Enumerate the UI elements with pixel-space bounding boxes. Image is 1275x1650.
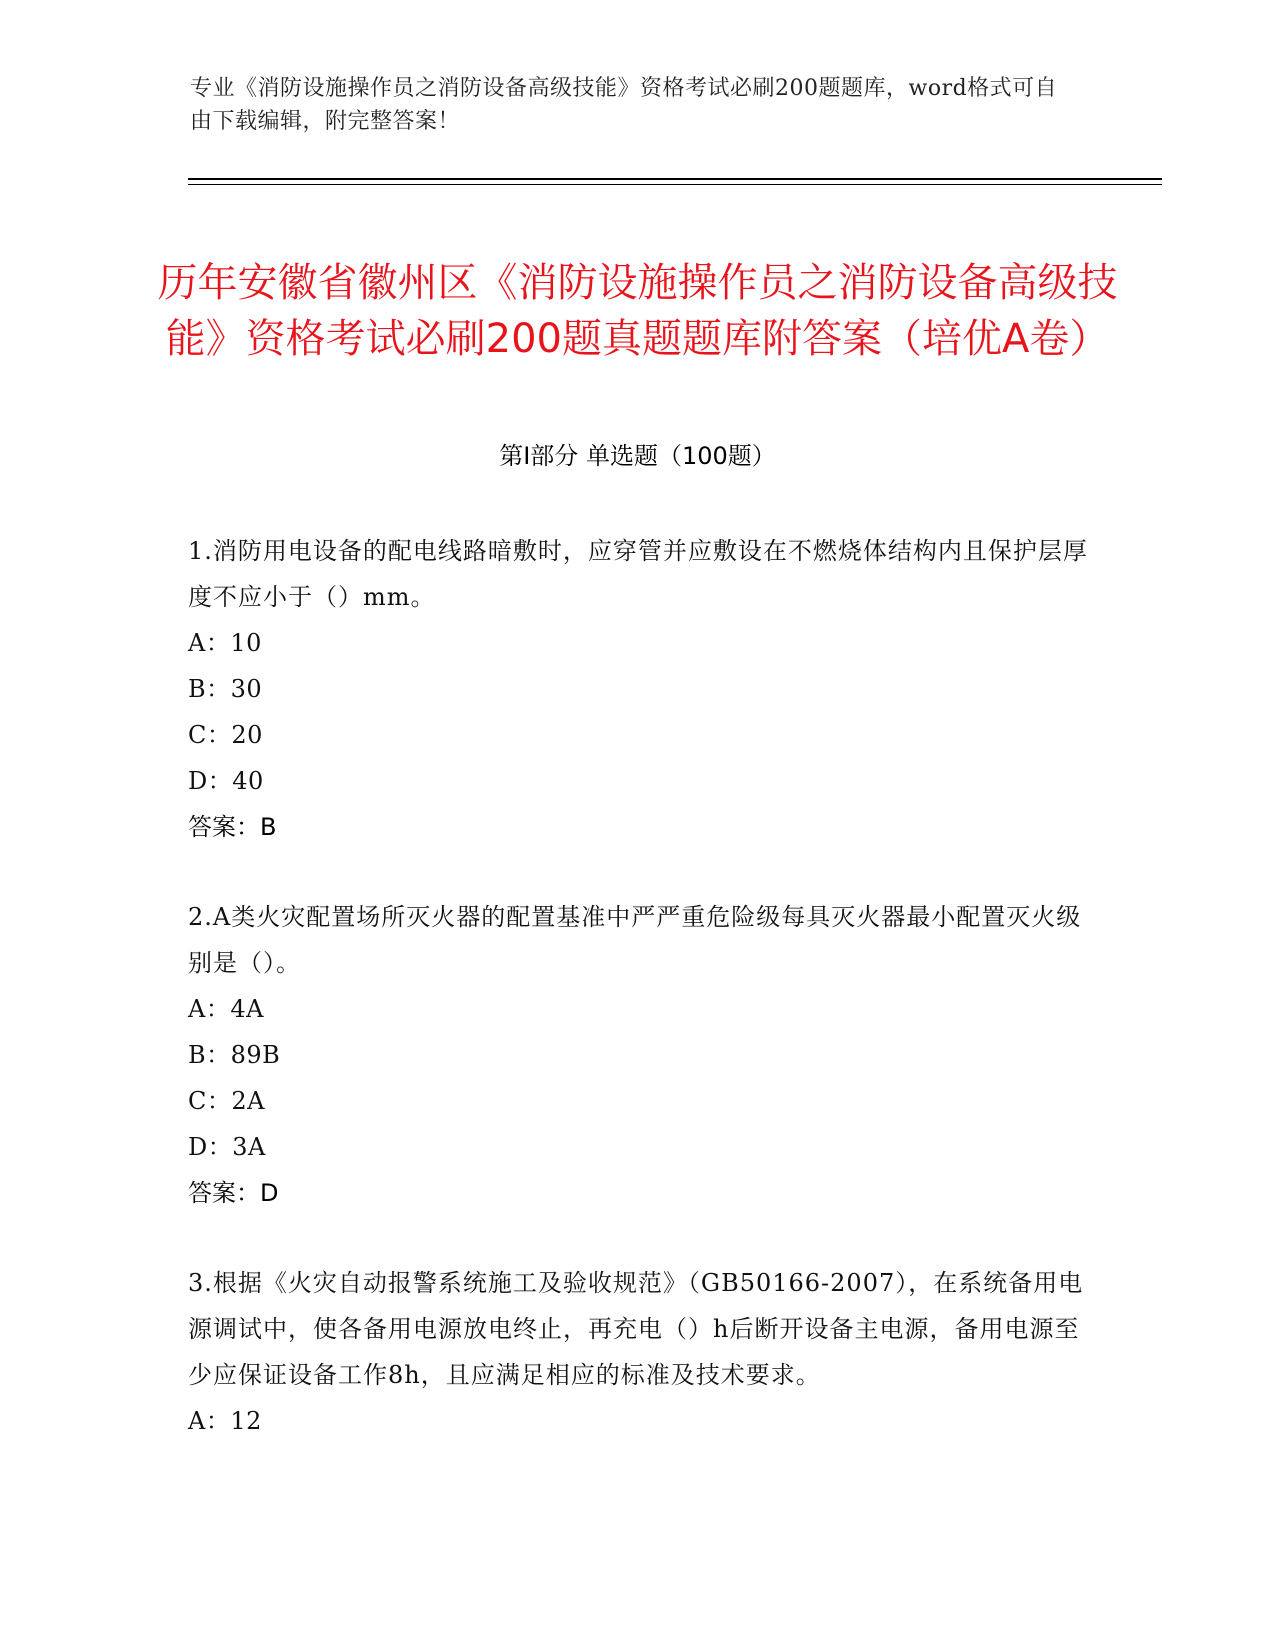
question-2	[188, 894, 1088, 1216]
answer: 答案：B	[188, 813, 277, 841]
option-d: D：40	[188, 767, 264, 795]
header-divider-thick	[188, 178, 1162, 180]
header-note: 专业《消防设施操作员之消防设备高级技能》资格考试必刷200题题库，word格式可自由下载编辑，附完整答案！	[190, 76, 1058, 134]
question-stem: 1.消防用电设备的配电线路暗敷时，应穿管并应敷设在不燃烧体结构内且保护层厚度不应小于（）mm。	[188, 537, 1088, 611]
option-b: B：89B	[188, 1041, 281, 1069]
option-d: D：3A	[188, 1133, 266, 1161]
question-1	[188, 528, 1088, 850]
option-a: A：10	[188, 629, 262, 657]
option-a: A：12	[188, 1407, 262, 1435]
document-title: 历年安徽省徽州区《消防设施操作员之消防设备高级技能》资格考试必刷200题真题题库附答案（培优A卷）	[157, 259, 1118, 362]
option-b: B：30	[188, 675, 263, 703]
question-list	[188, 528, 1088, 1444]
answer: 答案：D	[188, 1179, 279, 1207]
question-stem: 2.A类火灾配置场所灭火器的配置基准中严严重危险级每具灭火器最小配置灭火级别是（）。	[188, 903, 1082, 977]
question-stem: 3.根据《火灾自动报警系统施工及验收规范》（GB50166-2007），在系统备用电源调试中，使各备用电源放电终止，再充电（）h后断开设备主电源，备用电源至少应保证设备工作8h，且应满足相应的标准及技术要求。	[188, 1269, 1084, 1389]
section-heading: 第I部分 单选题（100题）	[499, 442, 776, 470]
option-a: A：4A	[188, 995, 264, 1023]
option-c: C：2A	[188, 1087, 265, 1115]
option-c: C：20	[188, 721, 263, 749]
question-3	[188, 1260, 1088, 1444]
header-divider-thin	[188, 184, 1162, 185]
